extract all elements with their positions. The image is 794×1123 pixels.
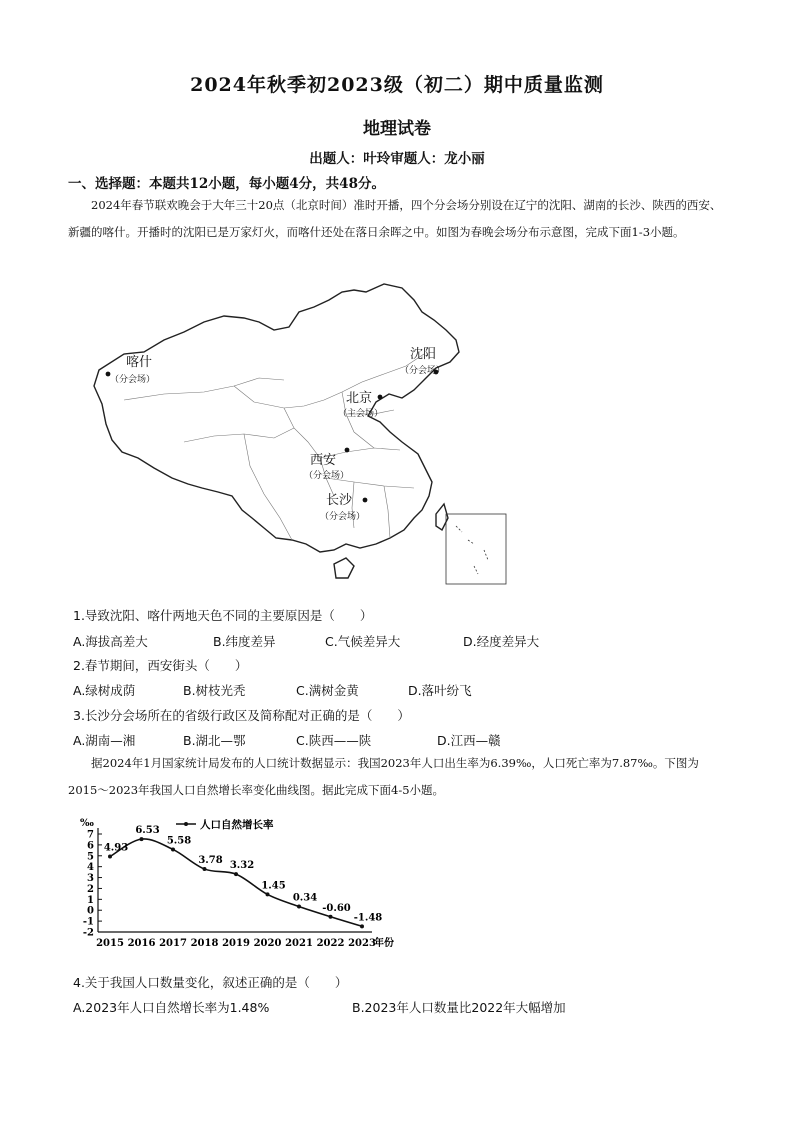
x-tick-label: 2018 (190, 938, 219, 949)
shenyang-label: 沈阳 (410, 347, 437, 362)
china-outline (94, 284, 459, 578)
x-tick-label: 2021 (285, 938, 313, 949)
y-tick-label: 1 (87, 894, 94, 906)
q1-option-b[interactable]: B.纬度差异 (213, 634, 276, 649)
y-tick-label: 5 (87, 851, 94, 863)
x-tick-label: 2023 (348, 938, 376, 949)
y-tick-label: -2 (82, 927, 94, 939)
q1-option-d[interactable]: D.经度差异大 (463, 634, 540, 649)
q3-option-a[interactable]: A.湖南—湘 (73, 733, 136, 748)
question-2-stem: 2.春节期间，西安街头（ ） (73, 658, 248, 673)
south-china-sea-inset (446, 514, 506, 584)
xian-marker (345, 448, 350, 453)
question-4-stem: 4.关于我国人口数量变化，叙述正确的是（ ） (73, 975, 348, 990)
q2-option-d[interactable]: D.落叶纷飞 (408, 683, 472, 698)
question-1-stem: 1.导致沈阳、喀什两地天色不同的主要原因是（ ） (73, 608, 373, 623)
data-point (171, 847, 175, 851)
x-tick-label: 2017 (159, 938, 187, 949)
data-label: 0.34 (292, 892, 318, 904)
data-point (234, 872, 238, 876)
kashi-sub: （分会场） (110, 375, 156, 385)
x-tick-label: 2015 (96, 938, 124, 949)
q3-option-d[interactable]: D.江西—赣 (437, 733, 501, 748)
q1-option-c[interactable]: C.气候差异大 (325, 634, 401, 649)
data-label: 5.58 (166, 835, 192, 847)
data-label: 6.53 (135, 825, 160, 837)
x-tick-label: 2022 (316, 938, 345, 949)
q2-option-b[interactable]: B.树枝光秃 (183, 683, 246, 698)
exam-subject: 地理试卷 (363, 119, 431, 139)
beijing-label: 北京 (346, 391, 373, 406)
data-point (266, 892, 270, 896)
data-point (360, 924, 364, 928)
exam-authors: 出题人：叶玲审题人：龙小丽 (309, 151, 485, 167)
y-tick-label: 4 (87, 862, 94, 874)
x-tick-label: 2020 (253, 938, 282, 949)
passage-2: 据2024年1月国家统计局发布的人口统计数据显示：我国2023年人口出生率为6.39‰，人口死亡率为7.87‰。下图为2015～2023年我国人口自然增长率变化曲线图。据此完成下面4-5小题。 (68, 756, 699, 797)
exam-title: 2024年秋季初2023级（初二）期中质量监测 (190, 74, 604, 96)
q3-option-b[interactable]: B.湖北—鄂 (183, 733, 246, 748)
data-point (140, 837, 144, 841)
data-label: 3.32 (229, 860, 255, 872)
chart-marks (104, 818, 382, 928)
x-tick-label: 2019 (222, 938, 250, 949)
changsha-sub: （分会场） (320, 512, 366, 522)
q3-option-c[interactable]: C.陕西——陕 (296, 733, 372, 748)
chart-axes (80, 818, 394, 949)
y-axis-unit: ‰ (80, 818, 94, 829)
data-point (108, 855, 112, 859)
q2-option-c[interactable]: C.满树金黄 (296, 683, 359, 698)
venue-labels (106, 346, 445, 522)
china-venue-map (84, 282, 534, 590)
x-axis-label: 年份 (374, 938, 394, 949)
data-point (329, 915, 333, 919)
legend-marker (184, 822, 188, 826)
y-tick-label: 3 (87, 873, 94, 885)
data-label: 4.93 (103, 842, 129, 854)
population-growth-chart (72, 812, 402, 962)
beijing-marker (378, 395, 383, 400)
passage-1: 2024年春节联欢晚会于大年三十20点（北京时间）准时开播，四个分会场分别设在辽宁的沈阳、湖南的长沙、陕西的西安、新疆的喀什。开播时的沈阳已是万家灯火，而喀什还处在落日余晖之中。如图为春晚会场分布示意图，完成下面1-3小题。 (68, 198, 722, 239)
data-label: -1.48 (353, 912, 383, 924)
y-tick-label: 0 (87, 905, 94, 917)
data-label: 3.78 (198, 855, 223, 867)
q4-option-a[interactable]: A.2023年人口自然增长率为1.48% (73, 1000, 270, 1015)
y-tick-label: -1 (82, 916, 94, 928)
xian-label: 西安 (310, 453, 337, 468)
data-label: 1.45 (261, 880, 286, 892)
question-3-stem: 3.长沙分会场所在的省级行政区及简称配对正确的是（ ） (73, 708, 410, 723)
section-heading: 一、选择题：本题共12小题，每小题4分，共48分。 (68, 176, 385, 192)
changsha-label: 长沙 (326, 493, 353, 508)
shenyang-sub: （分会场） (400, 366, 446, 376)
y-tick-label: 2 (87, 883, 94, 895)
data-point (297, 905, 301, 909)
beijing-sub: （主会场） (338, 409, 384, 419)
data-label: -0.60 (322, 902, 351, 914)
kashi-label: 喀什 (126, 355, 153, 370)
province-borders (124, 354, 424, 540)
data-point (203, 867, 207, 871)
xian-sub: （分会场） (304, 471, 350, 481)
q2-option-a[interactable]: A.绿树成荫 (73, 683, 136, 698)
y-tick-label: 7 (87, 829, 94, 841)
y-tick-label: 6 (87, 840, 94, 852)
x-tick-label: 2016 (127, 938, 156, 949)
legend-label: 人口自然增长率 (200, 819, 274, 831)
changsha-marker (363, 498, 368, 503)
q4-option-b[interactable]: B.2023年人口数量比2022年大幅增加 (352, 1000, 566, 1015)
q1-option-a[interactable]: A.海拔高差大 (73, 634, 148, 649)
